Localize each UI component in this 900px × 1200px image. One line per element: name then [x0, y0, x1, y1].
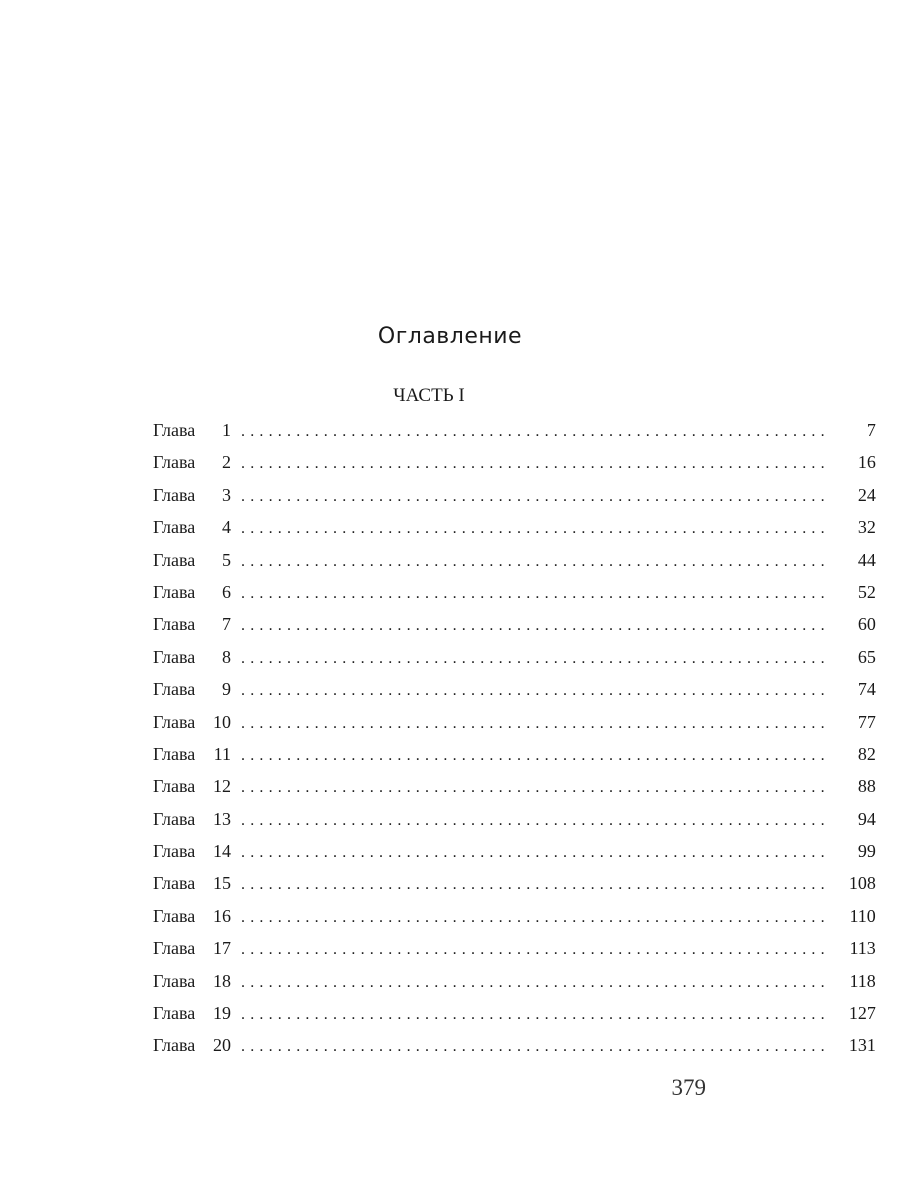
dot-leader: ................................................................ [241, 617, 830, 635]
part-title: ЧАСТЬ I [393, 385, 465, 406]
chapter-label: Глава [153, 581, 196, 602]
dot-leader: ................................................................ [241, 941, 830, 959]
chapter-label: Глава [153, 711, 196, 732]
toc-entry [153, 965, 876, 997]
dot-leader: ................................................................ [241, 1006, 830, 1024]
chapter-number: 18 [213, 970, 231, 991]
chapter-label: Глава [153, 420, 196, 440]
chapter-page: 16 [857, 452, 876, 473]
dot-leader: ................................................................ [241, 779, 830, 797]
toc-entry [153, 770, 876, 802]
chapter-label: Глава [153, 905, 196, 926]
dot-leader: ................................................................ [241, 552, 830, 570]
chapter-page: 82 [857, 743, 876, 764]
chapter-label: Глава [153, 808, 196, 829]
chapter-page: 60 [857, 614, 876, 635]
toc-entry [153, 414, 876, 446]
toc-entry [153, 738, 876, 770]
dot-leader: ................................................................ [241, 908, 830, 926]
chapter-label: Глава [153, 743, 196, 764]
chapter-label: Глава [153, 970, 196, 991]
toc-entry [153, 835, 876, 867]
toc-title: Оглавление [377, 324, 523, 349]
toc-entry [153, 576, 876, 608]
chapter-label: Глава [153, 776, 196, 797]
chapter-label: Глава [153, 614, 196, 635]
chapter-page: 74 [857, 679, 876, 700]
toc-entry [153, 997, 876, 1029]
chapter-label: Глава [153, 549, 196, 570]
dot-leader: ................................................................ [241, 746, 830, 764]
toc-entry [153, 544, 876, 576]
chapter-number: 10 [213, 711, 231, 732]
chapter-number: 8 [222, 646, 231, 667]
chapter-page: 108 [848, 873, 876, 894]
toc-entry [153, 900, 876, 932]
chapter-number: 6 [222, 581, 231, 602]
chapter-label: Глава [153, 452, 196, 473]
chapter-number: 7 [222, 614, 231, 635]
chapter-label: Глава [153, 517, 196, 538]
chapter-page: 127 [848, 1003, 876, 1024]
chapter-number: 9 [222, 679, 231, 700]
chapter-page: 44 [857, 549, 876, 570]
toc-entry [153, 608, 876, 640]
page-number: 379 [671, 1075, 706, 1100]
chapter-page: 113 [849, 938, 876, 959]
chapter-number: 15 [213, 873, 231, 894]
toc-list [153, 414, 876, 1062]
chapter-label: Глава [153, 938, 196, 959]
chapter-number: 11 [213, 743, 231, 764]
toc-entry [153, 673, 876, 705]
dot-leader: ................................................................ [241, 876, 830, 894]
toc-entry [153, 511, 876, 543]
dot-leader: ................................................................ [241, 423, 830, 440]
dot-leader: ................................................................ [241, 1038, 830, 1056]
chapter-label: Глава [153, 646, 196, 667]
chapter-number: 1 [222, 420, 231, 440]
chapter-number: 4 [222, 517, 231, 538]
chapter-page: 118 [849, 970, 876, 991]
toc-entry [153, 932, 876, 964]
chapter-page: 88 [857, 776, 876, 797]
chapter-number: 5 [222, 549, 231, 570]
chapter-page: 77 [857, 711, 876, 732]
toc-entry [153, 867, 876, 899]
chapter-page: 110 [849, 905, 876, 926]
chapter-label: Глава [153, 1003, 196, 1024]
chapter-number: 19 [213, 1003, 231, 1024]
chapter-page: 24 [857, 484, 876, 505]
dot-leader: ................................................................ [241, 682, 830, 700]
dot-leader: ................................................................ [241, 714, 830, 732]
dot-leader: ................................................................ [241, 584, 830, 602]
dot-leader: ................................................................ [241, 811, 830, 829]
chapter-number: 16 [213, 905, 231, 926]
chapter-label: Глава [153, 873, 196, 894]
dot-leader: ................................................................ [241, 973, 830, 991]
chapter-page: 131 [848, 1035, 876, 1056]
dot-leader: ................................................................ [241, 844, 830, 862]
chapter-page: 32 [857, 517, 876, 538]
chapter-number: 20 [213, 1035, 231, 1056]
toc-entry [153, 479, 876, 511]
chapter-page: 7 [866, 420, 876, 440]
toc-entry [153, 803, 876, 835]
toc-entry [153, 446, 876, 478]
dot-leader: ................................................................ [241, 520, 830, 538]
toc-entry [153, 641, 876, 673]
chapter-number: 14 [213, 841, 231, 862]
dot-leader: ................................................................ [241, 649, 830, 667]
chapter-number: 2 [222, 452, 231, 473]
chapter-label: Глава [153, 1035, 196, 1056]
toc-entry [153, 1029, 876, 1061]
chapter-number: 17 [213, 938, 231, 959]
dot-leader: ................................................................ [241, 487, 830, 505]
chapter-label: Глава [153, 484, 196, 505]
chapter-page: 99 [857, 841, 876, 862]
chapter-page: 52 [857, 581, 876, 602]
chapter-page: 65 [857, 646, 876, 667]
toc-entry [153, 706, 876, 738]
chapter-number: 12 [213, 776, 231, 797]
chapter-number: 13 [213, 808, 231, 829]
chapter-label: Глава [153, 679, 196, 700]
chapter-page: 94 [857, 808, 876, 829]
chapter-label: Глава [153, 841, 196, 862]
dot-leader: ................................................................ [241, 455, 830, 473]
chapter-number: 3 [222, 484, 231, 505]
